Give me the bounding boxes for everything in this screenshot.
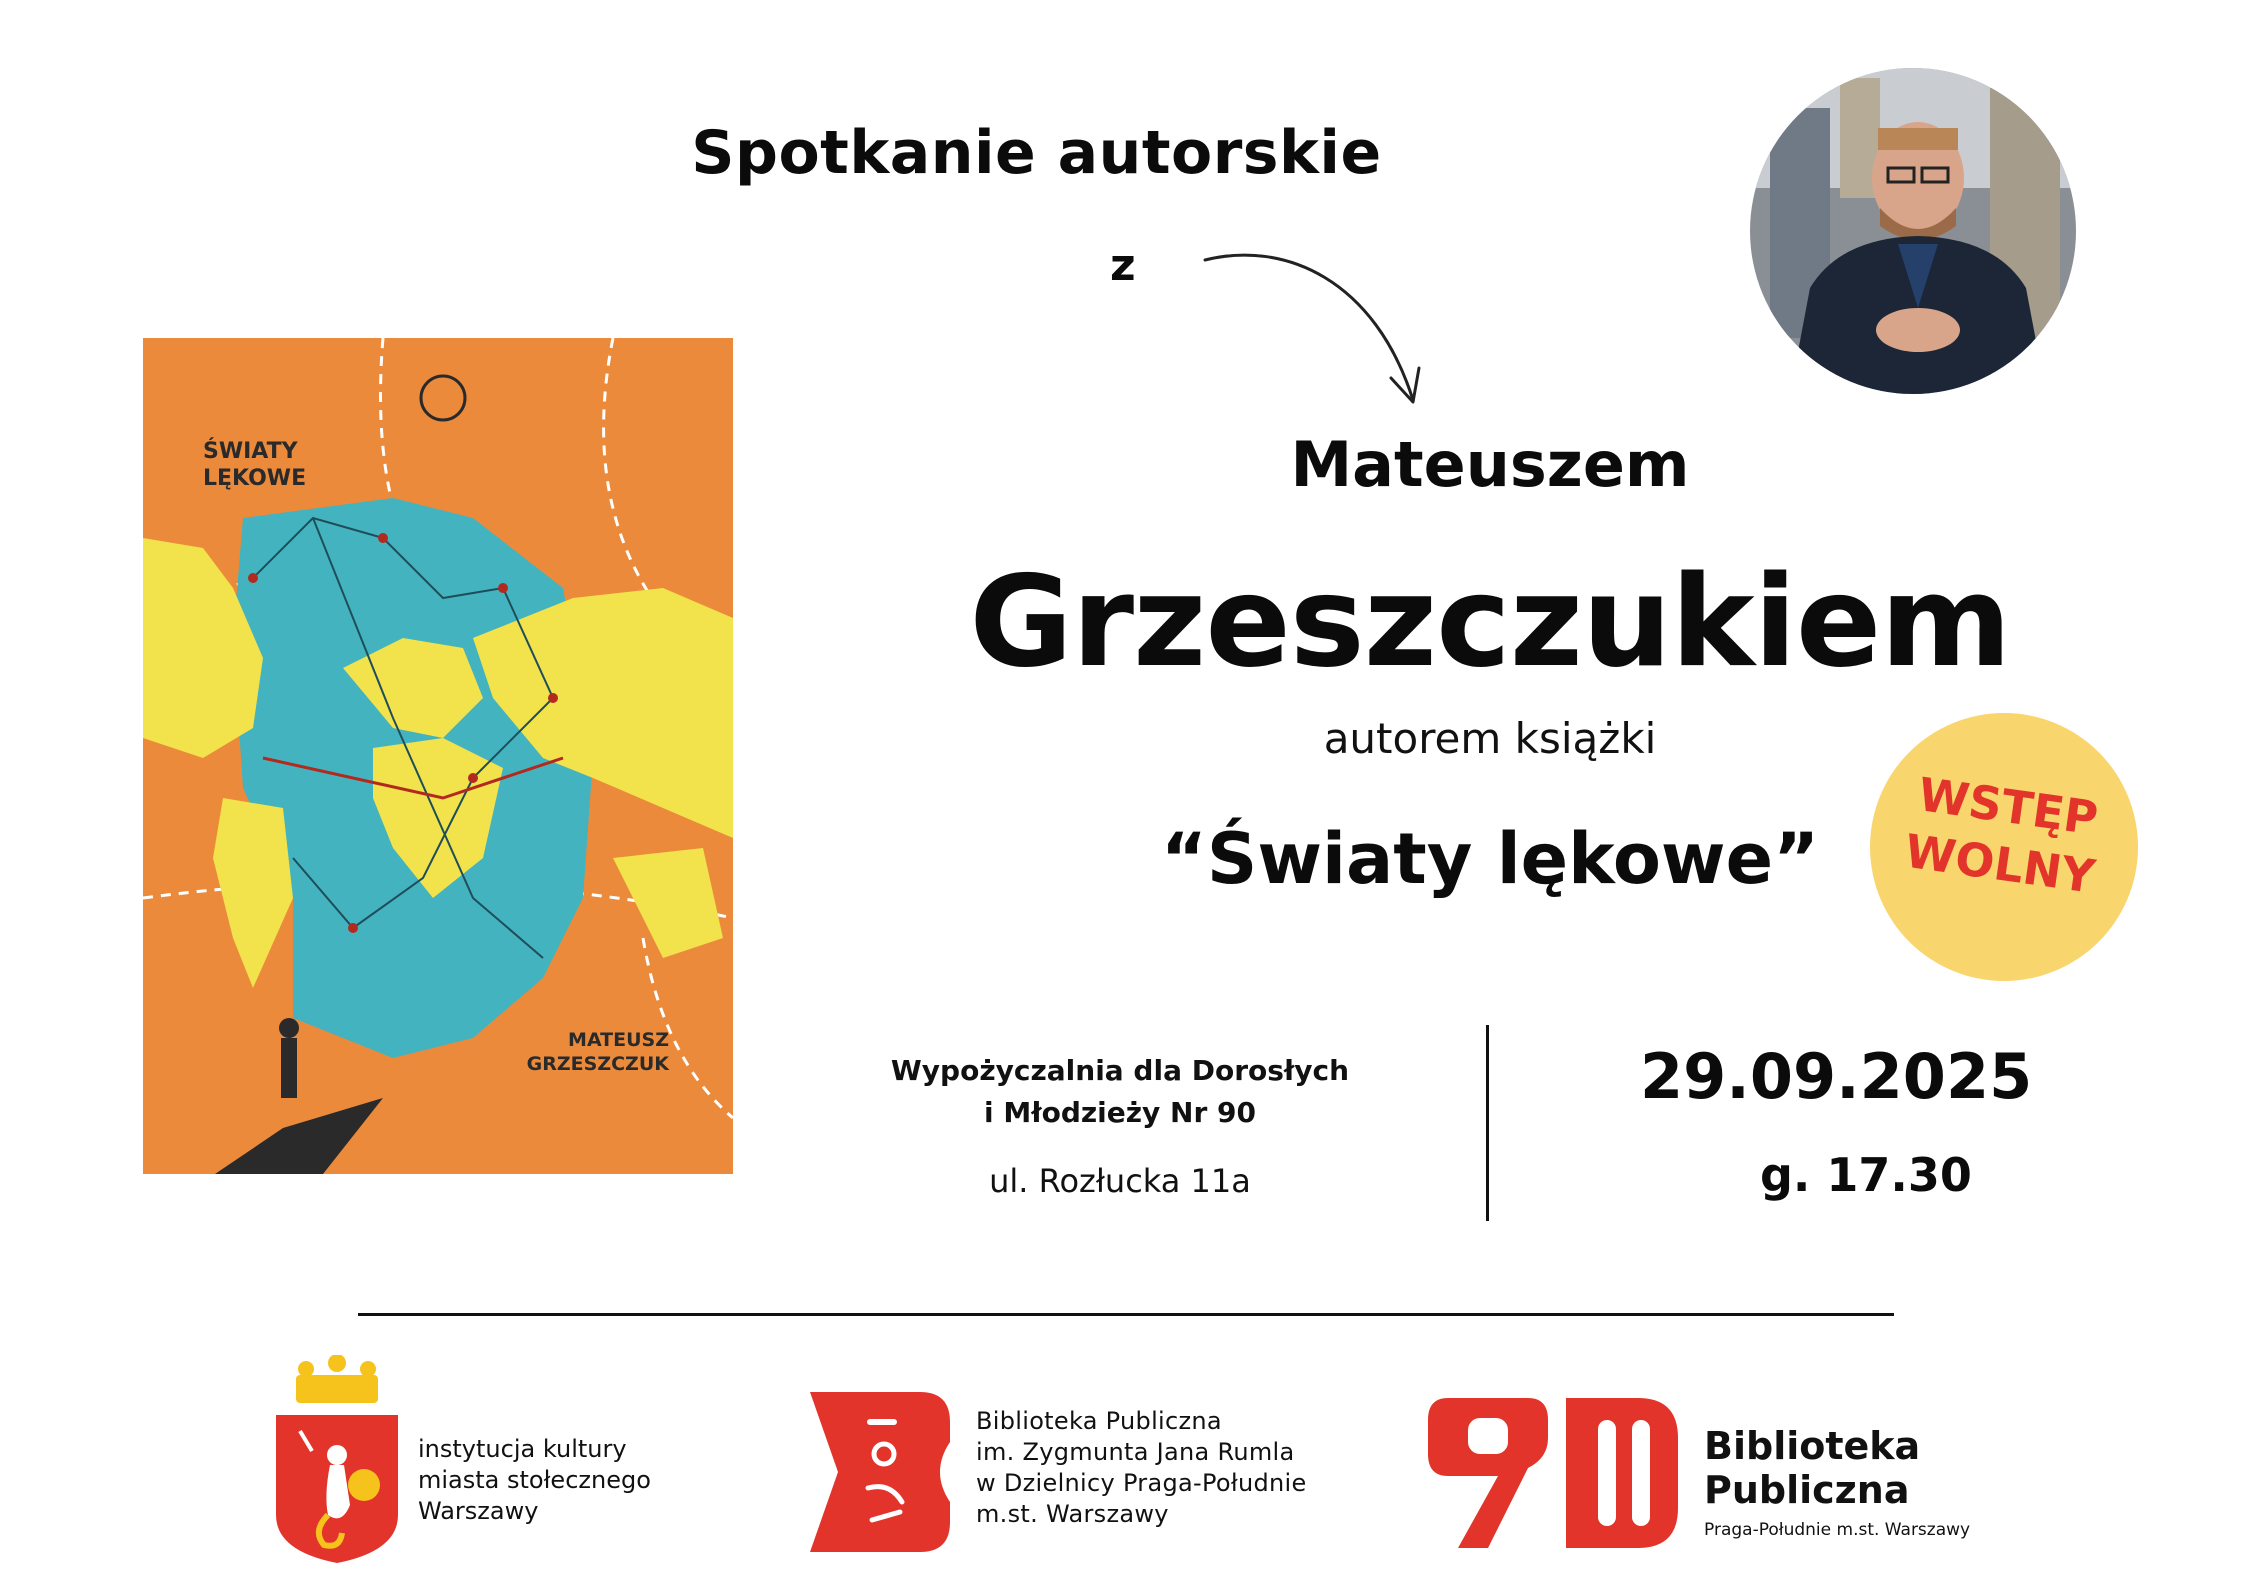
venue-name-line2: i Młodzieży Nr 90: [983, 1096, 1256, 1129]
logo2-line2: im. Zygmunta Jana Rumla: [976, 1438, 1295, 1466]
logo2-line1: Biblioteka Publiczna: [976, 1407, 1222, 1435]
city-institution-caption: [418, 1434, 651, 1527]
venue-name-line1: Wypożyczalnia dla Dorosłych: [890, 1054, 1350, 1087]
author-first-name: Mateuszem: [1290, 428, 1690, 501]
cover-author-line2: GRZESZCZUK: [526, 1053, 669, 1075]
library-90-logo-icon: [1428, 1398, 1678, 1548]
cover-author-line1: MATEUSZ: [568, 1029, 669, 1051]
logo1-line1: instytucja kultury: [418, 1435, 627, 1463]
vertical-divider: [1486, 1025, 1489, 1221]
free-entry-badge: [1870, 713, 2138, 981]
library-bookmark-logo-icon: [810, 1392, 950, 1552]
free-entry-text: [1863, 759, 2145, 911]
event-title: Spotkanie autorskie: [691, 118, 1382, 188]
footer-divider: [358, 1313, 1894, 1316]
venue-address: ul. Rozłucka 11a: [989, 1162, 1251, 1200]
curved-arrow-icon: [1195, 250, 1435, 420]
event-date: 29.09.2025: [1640, 1040, 2033, 1113]
cover-author: [527, 1028, 669, 1076]
cover-title-line2: LĘKOWE: [203, 466, 307, 491]
venue-name: [860, 1050, 1380, 1134]
author-role: autorem książki: [1323, 714, 1657, 763]
with-word: z: [1110, 240, 1136, 291]
free-entry-line1: WSTĘP: [1914, 766, 2102, 846]
logo1-line3: Warszawy: [418, 1497, 539, 1525]
event-time: g. 17.30: [1760, 1148, 1972, 1202]
logo3-line2: Publiczna: [1704, 1468, 1910, 1512]
cover-title-line1: ŚWIATY: [203, 439, 298, 464]
author-portrait-image: [1750, 68, 2076, 394]
cover-title: [203, 438, 306, 492]
author-last-name: Grzeszczukiem: [969, 548, 2011, 695]
logo3-line1: Biblioteka: [1704, 1424, 1921, 1468]
book-title: “Światy lękowe”: [1160, 818, 1820, 900]
logo2-line3: w Dzielnicy Praga-Południe: [976, 1469, 1307, 1497]
author-photo: [1750, 68, 2076, 394]
warsaw-coat-of-arms-icon: [272, 1355, 402, 1565]
library-name-caption: [976, 1406, 1307, 1530]
logo2-line4: m.st. Warszawy: [976, 1500, 1169, 1528]
logo1-line2: miasta stołecznego: [418, 1466, 651, 1494]
free-entry-line2: WOLNY: [1901, 823, 2099, 904]
library-90-subline: Praga-Południe m.st. Warszawy: [1704, 1520, 1971, 1540]
book-cover: [143, 338, 733, 1174]
library-90-name: [1704, 1424, 1920, 1512]
